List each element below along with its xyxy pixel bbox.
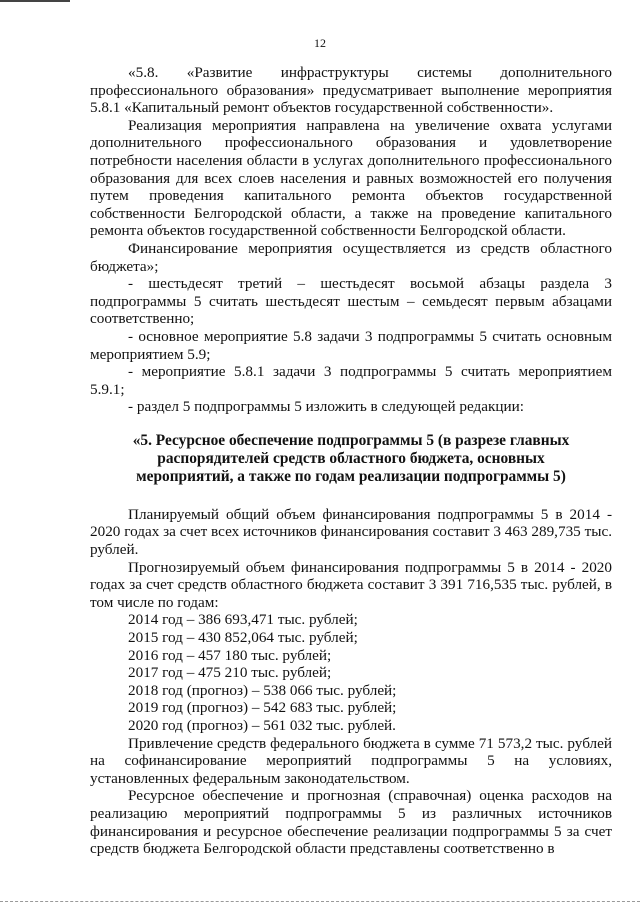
year-item: 2019 год (прогноз) – 542 683 тыс. рублей; xyxy=(128,699,397,717)
document-body xyxy=(90,64,612,858)
year-item: 2015 год – 430 852,064 тыс. рублей; xyxy=(128,629,358,647)
paragraph-resource-provision: Ресурсное обеспечение и прогнозная (справочная) оценка расходов на реализацию мероприятий подпрограммы 5 из различных источников финансирования и ресурсное обеспечение реализации подпрограммы 5 за счет средств бюджета Белгородской области представлены соответственно в xyxy=(90,787,612,858)
paragraph-federal-funds: Привлечение средств федерального бюджета в сумме 71 573,2 тыс. рублей на софинансирование мероприятий подпрограммы 5 на условиях, установленных федеральным законодательством. xyxy=(90,734,612,787)
scan-artifact-bottom-line xyxy=(0,901,640,903)
paragraph-renumber-abzacy: - шестьдесят третий – шестьдесят восьмой абзацы раздела 3 подпрограммы 5 считать шестьдесят шестым – семьдесят первым абзацами соответственно; xyxy=(90,275,612,328)
scan-artifact-line xyxy=(0,0,70,2)
paragraph-forecast-total: Прогнозируемый объем финансирования подпрограммы 5 в 2014 - 2020 годах за счет средств областного бюджета составит 3 391 716,535 тыс. рублей, в том числе по годам: xyxy=(90,558,612,611)
year-item: 2018 год (прогноз) – 538 066 тыс. рублей; xyxy=(128,681,397,699)
year-item: 2020 год (прогноз) – 561 032 тыс. рублей. xyxy=(128,717,396,734)
year-item: 2014 год – 386 693,471 тыс. рублей; xyxy=(128,611,358,629)
section-heading: «5. Ресурсное обеспечение подпрограммы 5 (в разрезе главных распорядителей средств областного бюджета, основных мероприятий, а также по годам реализации подпрограммы 5) xyxy=(132,431,570,485)
paragraph-purpose: Реализация мероприятия направлена на увеличение охвата услугами дополнительного профессионального образования и удовлетворение потребности населения области в услугах дополнительного профессионального образования для всех слоев населения и равных возможностей его получения путем проведения капитального ремонта объектов государственной собственности Белгородской области, а также на проведение капитального ремонта объектов государственной собственности Белгородской области. xyxy=(90,116,612,240)
paragraph-financing-source: Финансирование мероприятия осуществляется из средств областного бюджета»; xyxy=(90,239,612,275)
paragraph-5-8-title: «5.8. «Развитие инфраструктуры системы дополнительного профессионального образования» предусматривает выполнение мероприятия 5.8.1 «Капитальный ремонт объектов государственной собственности». xyxy=(90,64,612,117)
year-item: 2016 год – 457 180 тыс. рублей; xyxy=(128,646,332,664)
paragraph-renumber-main-event: - основное мероприятие 5.8 задачи 3 подпрограммы 5 считать основным мероприятием 5.9; xyxy=(90,327,612,363)
paragraph-planned-total: Планируемый общий объем финансирования подпрограммы 5 в 2014 - 2020 годах за счет всех источников финансирования составит 3 463 289,735 тыс. рублей. xyxy=(90,505,612,559)
page-number: 12 xyxy=(314,36,326,50)
paragraph-new-edition: - раздел 5 подпрограммы 5 изложить в следующей редакции: xyxy=(128,398,524,416)
paragraph-renumber-event: - мероприятие 5.8.1 задачи 3 подпрограммы 5 считать мероприятием 5.9.1; xyxy=(90,363,612,398)
year-item: 2017 год – 475 210 тыс. рублей; xyxy=(128,664,332,682)
yearly-financing-list xyxy=(90,611,612,734)
